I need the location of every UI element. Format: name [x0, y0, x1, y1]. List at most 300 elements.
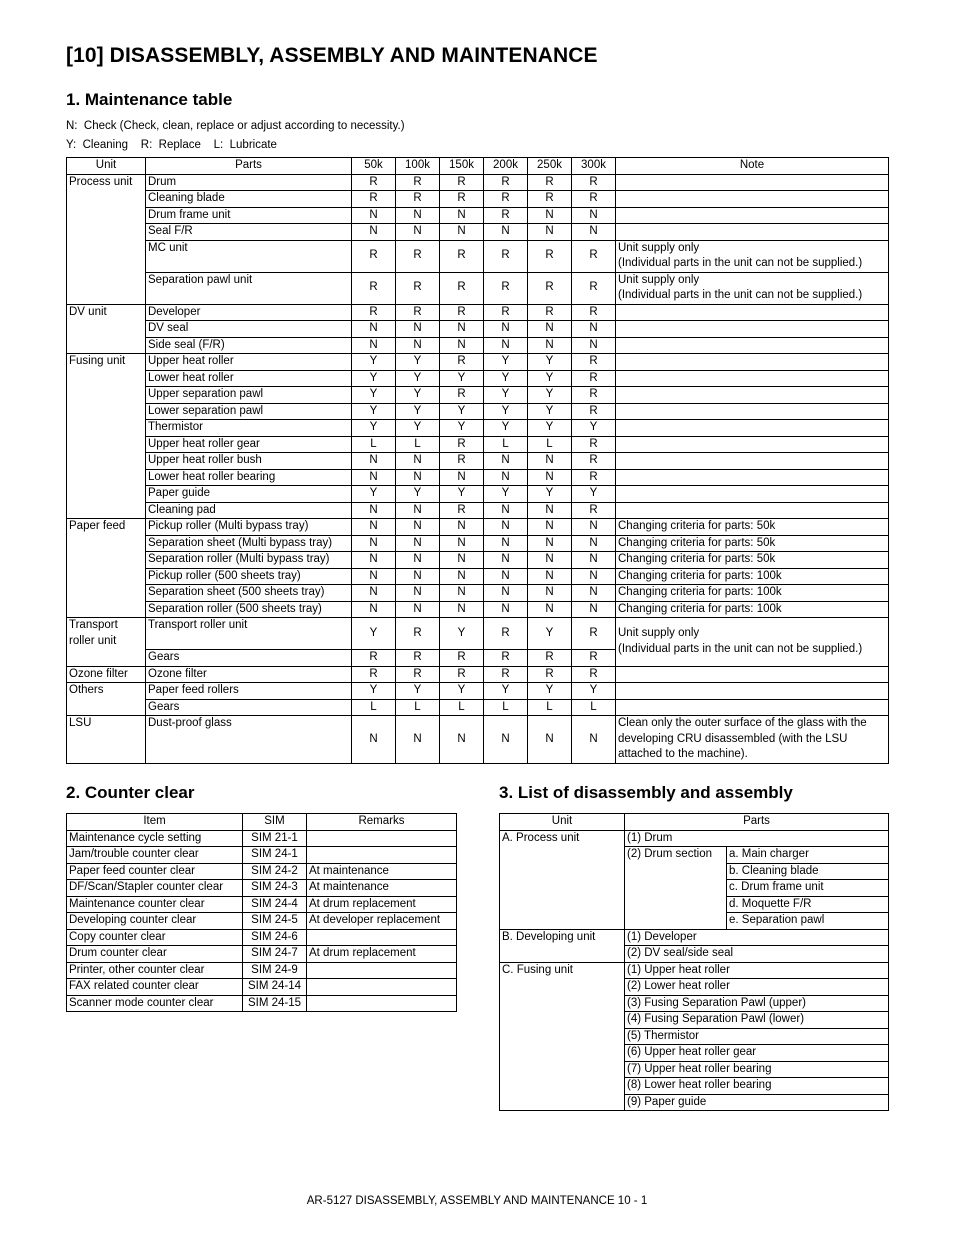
part-cell: (5) Thermistor	[625, 1028, 889, 1045]
note-cell	[616, 666, 889, 683]
note-cell	[616, 337, 889, 354]
table-row	[67, 847, 457, 864]
value-cell: Y	[572, 420, 616, 437]
disassembly-list-heading: 3. List of disassembly and assembly	[499, 783, 793, 802]
sim-cell: SIM 24-4	[243, 896, 307, 913]
value-cell: Y	[396, 486, 440, 503]
value-cell: R	[528, 666, 572, 683]
part-cell: Drum frame unit	[146, 207, 352, 224]
value-cell: R	[440, 304, 484, 321]
value-cell: N	[484, 519, 528, 536]
table-row	[67, 370, 889, 387]
value-cell: N	[352, 535, 396, 552]
value-cell: N	[484, 585, 528, 602]
value-cell: Y	[396, 370, 440, 387]
sim-cell: SIM 24-2	[243, 863, 307, 880]
value-cell: R	[572, 240, 616, 272]
value-cell: Y	[484, 370, 528, 387]
value-cell: N	[396, 519, 440, 536]
part-cell: Separation sheet (500 sheets tray)	[146, 585, 352, 602]
unit-cell: Paper feed	[67, 519, 146, 618]
value-cell: Y	[572, 683, 616, 700]
remarks-cell: At developer replacement	[307, 913, 457, 930]
value-cell: R	[572, 650, 616, 667]
value-cell: L	[528, 436, 572, 453]
value-cell: L	[352, 436, 396, 453]
table-row	[67, 830, 457, 847]
part-cell: Lower heat roller	[146, 370, 352, 387]
part-cell: Lower separation pawl	[146, 403, 352, 420]
part-cell: Pickup roller (500 sheets tray)	[146, 568, 352, 585]
part-cell: Paper feed rollers	[146, 683, 352, 700]
part-cell: (1) Upper heat roller	[625, 962, 889, 979]
table-row	[67, 502, 889, 519]
header-cell: 150k	[440, 158, 484, 175]
value-cell: N	[352, 601, 396, 618]
header-cell: Parts	[625, 814, 889, 831]
value-cell: L	[396, 699, 440, 716]
value-cell: R	[352, 650, 396, 667]
unit-cell: C. Fusing unit	[500, 962, 625, 1111]
value-cell: R	[572, 387, 616, 404]
table-row	[67, 568, 889, 585]
value-cell: N	[572, 207, 616, 224]
part-cell: Developer	[146, 304, 352, 321]
value-cell: N	[396, 224, 440, 241]
value-cell: N	[484, 224, 528, 241]
note-cell: Clean only the outer surface of the glass with the developing CRU disassembled (with the LSU attached to the machine).	[616, 716, 889, 764]
table-row	[67, 716, 889, 764]
header-cell: Note	[616, 158, 889, 175]
sim-cell: SIM 24-1	[243, 847, 307, 864]
part-cell: (2) Lower heat roller	[625, 979, 889, 996]
note-cell	[616, 486, 889, 503]
value-cell: N	[396, 552, 440, 569]
value-cell: Y	[352, 683, 396, 700]
note-cell	[616, 469, 889, 486]
table-row	[67, 519, 889, 536]
legend-codes: Y: Cleaning R: Replace L: Lubricate	[66, 139, 277, 151]
disassembly-list-table	[499, 813, 889, 1111]
header-cell: Unit	[500, 814, 625, 831]
value-cell: N	[572, 321, 616, 338]
remarks-cell	[307, 929, 457, 946]
item-cell: Maintenance counter clear	[67, 896, 243, 913]
table-row	[67, 403, 889, 420]
table-row	[67, 420, 889, 437]
note-cell	[616, 304, 889, 321]
subpart-cell: d. Moquette F/R	[727, 896, 889, 913]
part-cell: Transport roller unit	[146, 618, 352, 650]
value-cell: N	[528, 469, 572, 486]
value-cell: Y	[484, 387, 528, 404]
part-cell: (1) Drum	[625, 830, 889, 847]
value-cell: R	[572, 469, 616, 486]
header-cell: SIM	[243, 814, 307, 831]
value-cell: Y	[352, 486, 396, 503]
value-cell: N	[396, 601, 440, 618]
part-cell: Upper heat roller gear	[146, 436, 352, 453]
table-row	[67, 880, 457, 897]
value-cell: N	[440, 469, 484, 486]
value-cell: R	[440, 436, 484, 453]
unit-cell: Process unit	[67, 174, 146, 304]
value-cell: R	[440, 650, 484, 667]
value-cell: R	[528, 304, 572, 321]
value-cell: N	[396, 337, 440, 354]
value-cell: N	[572, 535, 616, 552]
value-cell: Y	[440, 403, 484, 420]
unit-cell: Fusing unit	[67, 354, 146, 519]
note-cell	[616, 420, 889, 437]
value-cell: N	[484, 716, 528, 764]
value-cell: N	[484, 469, 528, 486]
value-cell: Y	[440, 618, 484, 650]
note-cell	[616, 207, 889, 224]
part-cell: Cleaning pad	[146, 502, 352, 519]
value-cell: R	[572, 403, 616, 420]
value-cell: N	[352, 337, 396, 354]
value-cell: N	[396, 207, 440, 224]
unit-cell: Others	[67, 683, 146, 716]
value-cell: R	[572, 370, 616, 387]
value-cell: N	[484, 552, 528, 569]
value-cell: Y	[484, 683, 528, 700]
value-cell: R	[440, 387, 484, 404]
part-cell: Gears	[146, 699, 352, 716]
note-cell	[616, 502, 889, 519]
value-cell: R	[572, 502, 616, 519]
maintenance-table	[66, 157, 889, 764]
value-cell: R	[484, 304, 528, 321]
unit-cell: A. Process unit	[500, 830, 625, 929]
table-row	[67, 337, 889, 354]
sim-cell: SIM 21-1	[243, 830, 307, 847]
value-cell: R	[396, 650, 440, 667]
value-cell: R	[572, 354, 616, 371]
value-cell: L	[528, 699, 572, 716]
value-cell: Y	[484, 486, 528, 503]
value-cell: N	[440, 535, 484, 552]
table-row	[67, 552, 889, 569]
part-cell: Upper separation pawl	[146, 387, 352, 404]
table-row	[67, 618, 889, 650]
value-cell: N	[572, 585, 616, 602]
value-cell: N	[528, 535, 572, 552]
value-cell: Y	[528, 420, 572, 437]
header-cell: 200k	[484, 158, 528, 175]
value-cell: N	[572, 519, 616, 536]
value-cell: N	[528, 453, 572, 470]
value-cell: R	[484, 191, 528, 208]
note-cell	[616, 436, 889, 453]
value-cell: Y	[396, 387, 440, 404]
value-cell: R	[572, 666, 616, 683]
value-cell: Y	[528, 370, 572, 387]
value-cell: N	[528, 552, 572, 569]
value-cell: N	[352, 519, 396, 536]
value-cell: N	[572, 552, 616, 569]
part-cell: Separation pawl unit	[146, 272, 352, 304]
value-cell: N	[484, 535, 528, 552]
part-cell: Upper heat roller bush	[146, 453, 352, 470]
value-cell: R	[440, 354, 484, 371]
value-cell: N	[352, 207, 396, 224]
value-cell: R	[528, 174, 572, 191]
value-cell: R	[396, 240, 440, 272]
note-cell	[616, 453, 889, 470]
table-row	[67, 979, 457, 996]
value-cell: R	[484, 618, 528, 650]
value-cell: R	[572, 453, 616, 470]
value-cell: N	[352, 321, 396, 338]
value-cell: Y	[352, 403, 396, 420]
table-row	[67, 683, 889, 700]
unit-cell: LSU	[67, 716, 146, 764]
value-cell: N	[352, 552, 396, 569]
item-cell: DF/Scan/Stapler counter clear	[67, 880, 243, 897]
part-cell: Ozone filter	[146, 666, 352, 683]
value-cell: N	[528, 716, 572, 764]
value-cell: N	[396, 716, 440, 764]
value-cell: N	[572, 568, 616, 585]
table-row	[67, 436, 889, 453]
table-row	[67, 207, 889, 224]
part-cell: (2) Drum section	[625, 847, 727, 930]
value-cell: R	[352, 304, 396, 321]
table-row	[67, 304, 889, 321]
value-cell: R	[572, 174, 616, 191]
sim-cell: SIM 24-7	[243, 946, 307, 963]
item-cell: Copy counter clear	[67, 929, 243, 946]
remarks-cell: At drum replacement	[307, 896, 457, 913]
note-cell	[616, 387, 889, 404]
header-cell: Item	[67, 814, 243, 831]
table-row	[67, 666, 889, 683]
sim-cell: SIM 24-6	[243, 929, 307, 946]
value-cell: N	[440, 337, 484, 354]
value-cell: N	[528, 502, 572, 519]
item-cell: Scanner mode counter clear	[67, 995, 243, 1012]
note-cell	[616, 699, 889, 716]
value-cell: N	[484, 321, 528, 338]
header-cell: 50k	[352, 158, 396, 175]
value-cell: N	[528, 519, 572, 536]
subpart-cell: c. Drum frame unit	[727, 880, 889, 897]
value-cell: R	[352, 666, 396, 683]
table-row	[67, 387, 889, 404]
part-cell: Separation roller (Multi bypass tray)	[146, 552, 352, 569]
unit-cell: Ozone filter	[67, 666, 146, 683]
value-cell: R	[572, 436, 616, 453]
note-cell: Unit supply only (Individual parts in the unit can not be supplied.)	[616, 240, 889, 272]
value-cell: N	[440, 224, 484, 241]
value-cell: N	[352, 453, 396, 470]
sim-cell: SIM 24-14	[243, 979, 307, 996]
value-cell: R	[484, 650, 528, 667]
header-cell: Remarks	[307, 814, 457, 831]
remarks-cell: At maintenance	[307, 863, 457, 880]
value-cell: N	[528, 568, 572, 585]
part-cell: DV seal	[146, 321, 352, 338]
part-cell: Upper heat roller	[146, 354, 352, 371]
value-cell: R	[528, 650, 572, 667]
table-row	[67, 913, 457, 930]
maintenance-table-heading: 1. Maintenance table	[66, 90, 233, 109]
table-row	[67, 896, 457, 913]
value-cell: Y	[440, 683, 484, 700]
part-cell: (7) Upper heat roller bearing	[625, 1061, 889, 1078]
value-cell: R	[484, 666, 528, 683]
value-cell: N	[440, 519, 484, 536]
value-cell: N	[396, 453, 440, 470]
value-cell: Y	[352, 618, 396, 650]
value-cell: N	[572, 601, 616, 618]
counter-clear-heading: 2. Counter clear	[66, 783, 195, 802]
table-row	[67, 585, 889, 602]
value-cell: Y	[528, 486, 572, 503]
subpart-cell: b. Cleaning blade	[727, 863, 889, 880]
header-cell: Parts	[146, 158, 352, 175]
item-cell: FAX related counter clear	[67, 979, 243, 996]
value-cell: R	[352, 191, 396, 208]
value-cell: N	[396, 535, 440, 552]
part-cell: (1) Developer	[625, 929, 889, 946]
value-cell: Y	[440, 370, 484, 387]
unit-cell: DV unit	[67, 304, 146, 354]
value-cell: Y	[484, 420, 528, 437]
value-cell: Y	[528, 403, 572, 420]
part-cell: Pickup roller (Multi bypass tray)	[146, 519, 352, 536]
value-cell: R	[352, 240, 396, 272]
part-cell: (2) DV seal/side seal	[625, 946, 889, 963]
value-cell: R	[440, 240, 484, 272]
table-row	[67, 995, 457, 1012]
value-cell: R	[572, 618, 616, 650]
header-cell: 250k	[528, 158, 572, 175]
value-cell: R	[528, 272, 572, 304]
part-cell: Cleaning blade	[146, 191, 352, 208]
table-row	[67, 240, 889, 272]
value-cell: N	[572, 224, 616, 241]
value-cell: R	[440, 191, 484, 208]
value-cell: N	[352, 568, 396, 585]
unit-cell: Transport roller unit	[67, 618, 146, 667]
value-cell: L	[440, 699, 484, 716]
note-cell: Unit supply only (Individual parts in the unit can not be supplied.)	[616, 272, 889, 304]
sim-cell: SIM 24-3	[243, 880, 307, 897]
value-cell: N	[396, 469, 440, 486]
part-cell: Side seal (F/R)	[146, 337, 352, 354]
value-cell: N	[528, 224, 572, 241]
table-row	[67, 929, 457, 946]
item-cell: Developing counter clear	[67, 913, 243, 930]
remarks-cell	[307, 830, 457, 847]
table-row	[67, 453, 889, 470]
item-cell: Paper feed counter clear	[67, 863, 243, 880]
value-cell: R	[396, 272, 440, 304]
table-row	[67, 699, 889, 716]
value-cell: N	[484, 568, 528, 585]
value-cell: Y	[396, 420, 440, 437]
value-cell: R	[440, 502, 484, 519]
value-cell: R	[396, 618, 440, 650]
value-cell: Y	[352, 354, 396, 371]
table-row	[67, 535, 889, 552]
value-cell: L	[396, 436, 440, 453]
value-cell: N	[572, 337, 616, 354]
remarks-cell	[307, 995, 457, 1012]
value-cell: N	[352, 502, 396, 519]
value-cell: N	[440, 568, 484, 585]
header-cell: 300k	[572, 158, 616, 175]
table-row	[67, 191, 889, 208]
table-row	[67, 962, 457, 979]
value-cell: R	[396, 191, 440, 208]
note-cell	[616, 370, 889, 387]
legend-check: N: Check (Check, clean, replace or adjust according to necessity.)	[66, 120, 405, 132]
note-cell	[616, 174, 889, 191]
subpart-cell: e. Separation pawl	[727, 913, 889, 930]
value-cell: N	[352, 716, 396, 764]
remarks-cell	[307, 979, 457, 996]
value-cell: Y	[572, 486, 616, 503]
item-cell: Printer, other counter clear	[67, 962, 243, 979]
value-cell: R	[352, 174, 396, 191]
value-cell: R	[484, 240, 528, 272]
part-cell: Separation roller (500 sheets tray)	[146, 601, 352, 618]
value-cell: Y	[484, 403, 528, 420]
value-cell: R	[440, 272, 484, 304]
note-cell: Changing criteria for parts: 50k	[616, 519, 889, 536]
value-cell: N	[396, 321, 440, 338]
value-cell: Y	[528, 618, 572, 650]
value-cell: N	[440, 552, 484, 569]
part-cell: Gears	[146, 650, 352, 667]
header-cell: Unit	[67, 158, 146, 175]
value-cell: R	[484, 174, 528, 191]
page-title: [10] DISASSEMBLY, ASSEMBLY AND MAINTENANCE	[66, 44, 598, 67]
value-cell: R	[484, 207, 528, 224]
part-cell: (4) Fusing Separation Pawl (lower)	[625, 1012, 889, 1029]
value-cell: N	[440, 321, 484, 338]
value-cell: N	[528, 337, 572, 354]
value-cell: R	[440, 453, 484, 470]
note-cell: Changing criteria for parts: 50k	[616, 535, 889, 552]
value-cell: N	[352, 224, 396, 241]
table-row	[67, 469, 889, 486]
remarks-cell	[307, 962, 457, 979]
part-cell: Paper guide	[146, 486, 352, 503]
item-cell: Maintenance cycle setting	[67, 830, 243, 847]
value-cell: N	[440, 716, 484, 764]
value-cell: N	[484, 502, 528, 519]
value-cell: Y	[484, 354, 528, 371]
item-cell: Drum counter clear	[67, 946, 243, 963]
value-cell: N	[440, 601, 484, 618]
value-cell: L	[572, 699, 616, 716]
part-cell: Seal F/R	[146, 224, 352, 241]
part-cell: MC unit	[146, 240, 352, 272]
note-cell	[616, 321, 889, 338]
value-cell: R	[396, 174, 440, 191]
value-cell: Y	[396, 354, 440, 371]
part-cell: (3) Fusing Separation Pawl (upper)	[625, 995, 889, 1012]
table-row	[67, 174, 889, 191]
value-cell: Y	[396, 683, 440, 700]
value-cell: R	[572, 191, 616, 208]
table-row	[67, 946, 457, 963]
